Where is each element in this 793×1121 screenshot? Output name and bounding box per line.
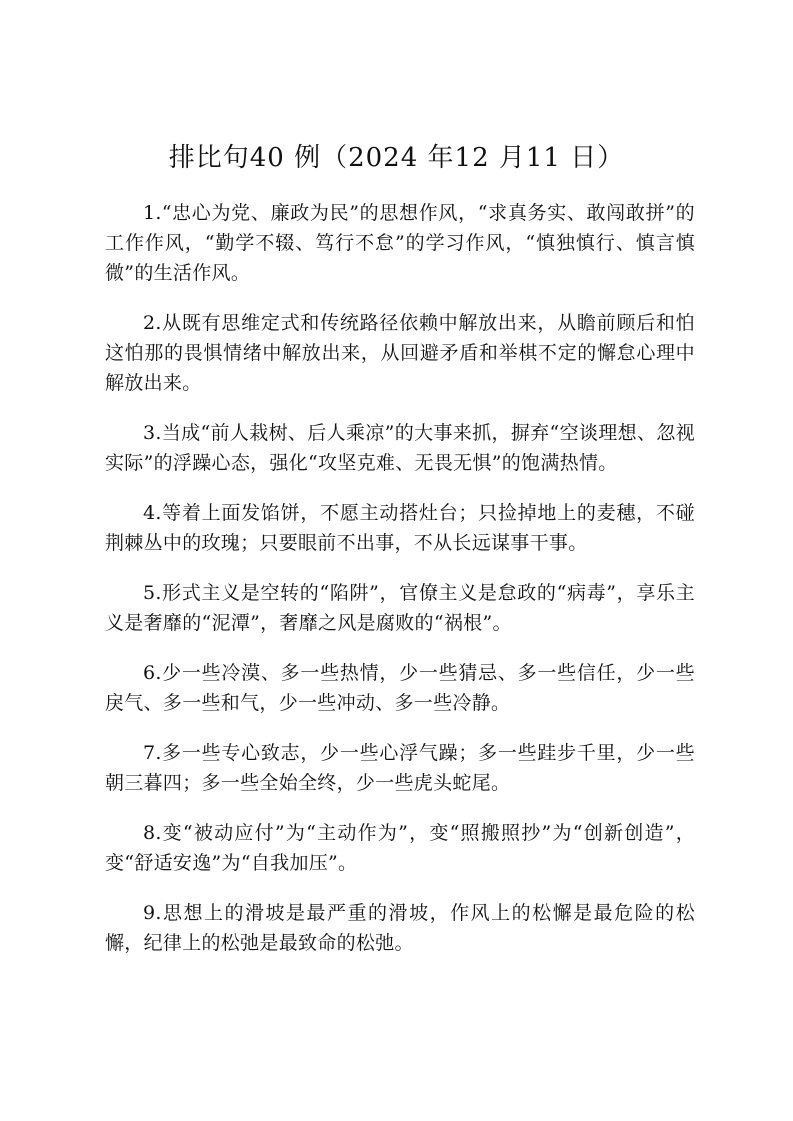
page-title: 排比句40 例（2024 年12 月11 日） [168, 143, 625, 173]
list-item: 6.少一些冷漠、多一些热情，少一些猜忌、多一些信任，少一些戾气、多一些和气，少一些冲动、多一些冷静。 [105, 662, 695, 714]
list-item: 7.多一些专心致志，少一些心浮气躁；多一些跬步千里，少一些朝三暮四；多一些全始全终，少一些虎头蛇尾。 [105, 742, 695, 794]
list-item: 9.思想上的滑坡是最严重的滑坡，作风上的松懈是最危险的松懈，纪律上的松弛是最致命的松弛。 [105, 902, 695, 954]
list-item: 5.形式主义是空转的“陷阱”，官僚主义是怠政的“病毒”，享乐主义是奢靡的“泥潭”，奢靡之风是腐败的“祸根”。 [105, 582, 695, 634]
list-item: 1.“忠心为党、廉政为民”的思想作风，“求真务实、敢闯敢拼”的工作作风，“勤学不辍、笃行不怠”的学习作风，“慎独慎行、慎言慎微”的生活作风。 [105, 202, 695, 284]
list-item: 4.等着上面发馅饼，不愿主动搭灶台；只捡掉地上的麦穗，不碰荆棘丛中的玫瑰；只要眼前不出事，不从长远谋事干事。 [105, 502, 695, 554]
list-item: 2.从既有思维定式和传统路径依赖中解放出来，从瞻前顾后和怕这怕那的畏惧情绪中解放出来，从回避矛盾和举棋不定的懈怠心理中解放出来。 [105, 312, 695, 394]
list-item: 3.当成“前人栽树、后人乘凉”的大事来抓，摒弃“空谈理想、忽视实际”的浮躁心态，强化“攻坚克难、无畏无惧”的饱满热情。 [105, 422, 695, 474]
list-item: 8.变“被动应付”为“主动作为”，变“照搬照抄”为“创新创造”，变“舒适安逸”为“自我加压”。 [105, 822, 695, 874]
document-body [105, 198, 695, 978]
